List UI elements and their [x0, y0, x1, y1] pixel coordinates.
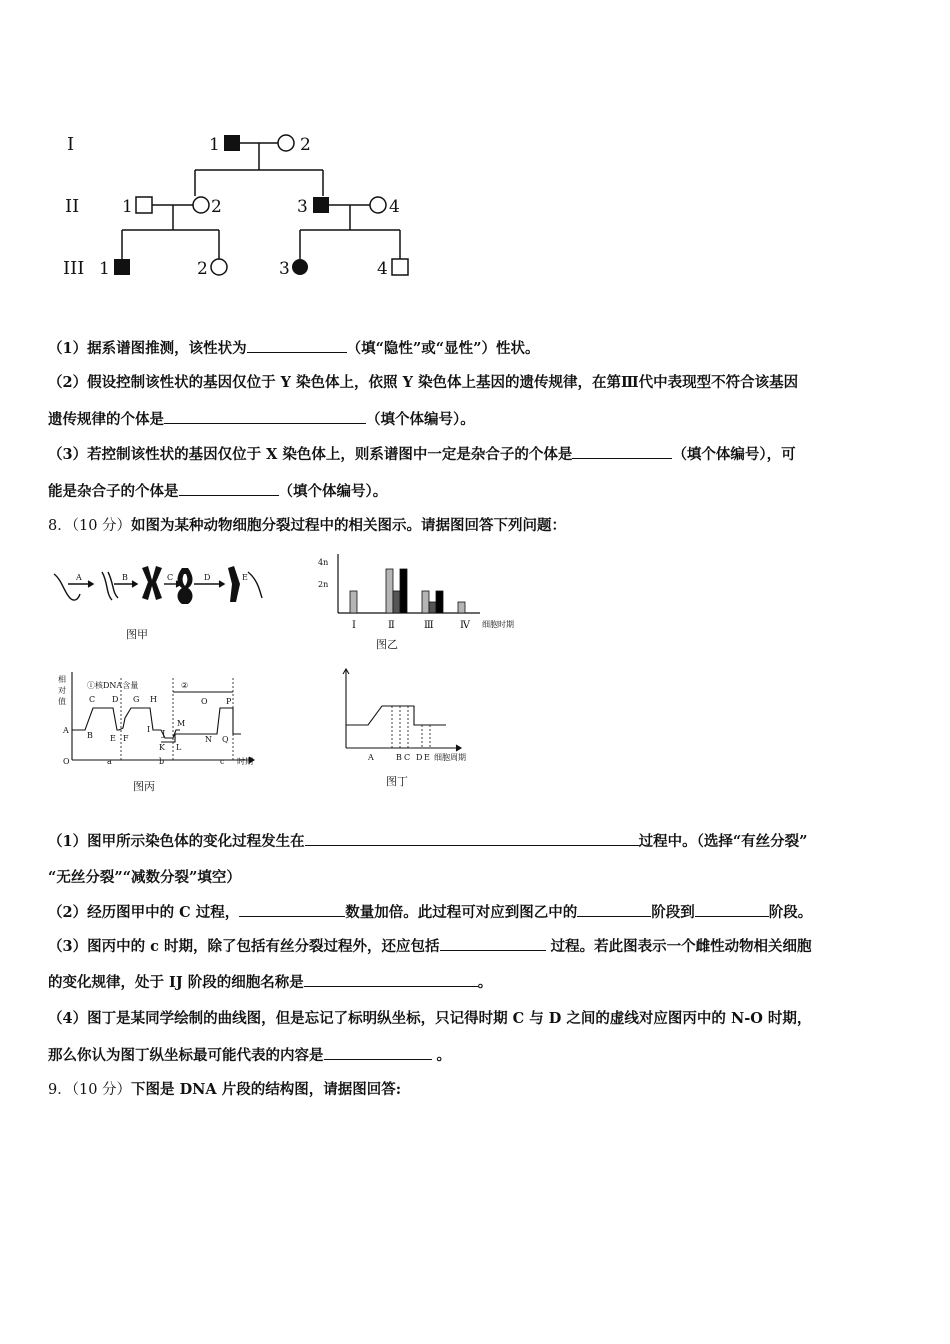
bing-pt-K: K [159, 743, 165, 752]
q8-title: 如图为某种动物细胞分裂过程中的相关图示。请据图回答下列问题： [131, 517, 567, 534]
q8-part1-line1 [48, 830, 910, 851]
q7-p2-post: （填个体编号）。 [366, 411, 475, 428]
num-III-3: 3 [279, 259, 290, 279]
jia-label-A: A [76, 573, 82, 582]
yi-ytick-2n: 2n [318, 580, 329, 589]
q7-part2-line2 [48, 408, 910, 429]
answer-blank[interactable] [440, 936, 546, 951]
gen-label-1: I [67, 134, 75, 155]
q8-p4-post: 。 [431, 1047, 452, 1064]
q7-p3-mid: （填个体编号），可 [672, 446, 796, 463]
individual-II-4 [370, 197, 386, 213]
ding-label-D: D [416, 753, 423, 762]
bing-pt-Q: Q [222, 735, 229, 744]
q8-p4-pre: 那么你认为图丁纵坐标最可能代表的内容是 [48, 1047, 324, 1064]
individual-II-2 [193, 197, 209, 213]
bing-period-a: a [107, 757, 112, 766]
answer-blank[interactable] [577, 902, 651, 917]
num-II-2: 2 [211, 197, 222, 217]
q8-header [48, 514, 910, 535]
bing-pt-N: N [205, 735, 212, 744]
bing-xlabel: 时期 [237, 757, 253, 766]
individual-III-2 [211, 259, 227, 275]
bing-origin: O [63, 757, 70, 766]
jia-label-E: E [242, 573, 248, 582]
num-III-2: 2 [197, 259, 208, 279]
q8-p1-line2: “无丝分裂”“减数分裂”填空） [48, 869, 241, 886]
individual-I-1 [224, 135, 240, 151]
bing-pt-L: L [176, 743, 182, 752]
gen-label-2: II [65, 196, 80, 217]
fig-ding-caption: 图丁 [386, 775, 408, 788]
bing-legend-2: ② [181, 681, 189, 690]
bing-ylabel-2: 对 [58, 686, 66, 695]
q8-part3-line2 [48, 971, 910, 992]
q7-part1 [48, 337, 910, 358]
fig-bing-caption: 图丙 [133, 780, 155, 793]
individual-II-1 [136, 197, 152, 213]
bing-pt-D: D [112, 695, 119, 704]
figure-jia [48, 562, 278, 652]
yi-category-label: Ⅱ [388, 620, 395, 631]
yi-bar-2-black [400, 569, 407, 613]
yi-bar-2-dark [393, 591, 400, 613]
yi-category-label: Ⅲ [424, 620, 434, 631]
bing-ylabel-3: 值 [58, 697, 66, 706]
fig-yi-caption: 图乙 [376, 638, 398, 651]
num-I-1: 1 [209, 135, 220, 155]
q8-number: 8．（10 分） [48, 518, 132, 534]
bing-ylabel-1: 相 [58, 675, 66, 684]
q9-header [48, 1078, 910, 1099]
q9-number: 9．（10 分） [48, 1082, 132, 1098]
q8-p1-post: 过程中。（选择“有丝分裂” [638, 833, 808, 850]
q8-p1-pre: （1）图甲所示染色体的变化过程发生在 [48, 833, 305, 850]
answer-blank[interactable] [304, 972, 478, 987]
q7-p3-post: （填个体编号）。 [278, 483, 388, 500]
individual-III-1 [114, 259, 130, 275]
bing-pt-M: M [177, 719, 186, 728]
q8-part2 [48, 901, 910, 922]
ding-label-C: C [404, 753, 411, 762]
q7-p3-pre: （3）若控制该性状的基因仅位于 X 染色体上，则系谱图中一定是杂合子的个体是 [48, 446, 573, 463]
jia-label-C: C [167, 573, 174, 582]
q8-p3-pre2: 的变化规律，处于 IJ 阶段的细胞名称是 [48, 974, 304, 991]
q7-p3-pre2: 能是杂合子的个体是 [48, 483, 179, 500]
q7-p1-pre: （1）据系谱图推测，该性状为 [48, 340, 247, 357]
yi-bar-4-light [458, 602, 465, 613]
figure-yi [308, 550, 538, 655]
ding-label-B: B [396, 753, 402, 762]
bing-pt-C: C [89, 695, 96, 704]
bing-legend-1: ①核DNA含量 [87, 681, 139, 690]
ding-label-E: E [424, 753, 430, 762]
yi-bar-2-light [386, 569, 393, 613]
q7-part3-line2 [48, 480, 910, 501]
bing-period-b: b [159, 757, 165, 766]
bing-pt-F: F [123, 734, 129, 743]
answer-blank[interactable] [695, 902, 769, 917]
q8-p4-line1: （4）图丁是某同学绘制的曲线图，但是忘记了标明纵坐标，只记得时期 C 与 D 之间的虚线对应图丙中的 N-O 时期， [48, 1010, 812, 1027]
q8-part4-line2 [48, 1044, 910, 1065]
q7-p2-line1: （2）假设控制该性状的基因仅位于 Y 染色体上，依照 Y 染色体上基因的遗传规律，在第Ⅲ代中表现型不符合该基因 [48, 374, 799, 391]
q8-p3-mid: 过程。若此图表示一个雌性动物相关细胞 [545, 938, 812, 955]
answer-blank[interactable] [305, 831, 639, 846]
q8-p3-pre: （3）图丙中的 c 时期，除了包括有丝分裂过程外，还应包括 [48, 938, 440, 955]
yi-category-label: Ⅳ [460, 620, 470, 631]
bing-pt-E: E [110, 734, 116, 743]
yi-category-label: Ⅰ [352, 620, 356, 631]
bing-pt-P: P [226, 697, 232, 706]
ding-curve [346, 706, 446, 725]
ding-xlabel: 细胞周期 [434, 753, 466, 762]
num-III-1: 1 [99, 259, 110, 279]
figure-bing [55, 668, 275, 796]
q8-p2-mid1: 数量加倍。此过程可对应到图乙中的 [345, 904, 578, 921]
jia-label-D: D [204, 573, 211, 582]
q8-part1-line2 [48, 866, 910, 887]
q7-p1-post: （填“隐性”或“显性”）性状。 [346, 340, 540, 357]
yi-ytick-4n: 4n [318, 558, 329, 567]
figure-ding [342, 668, 492, 793]
answer-blank[interactable] [324, 1045, 432, 1060]
bing-pt-G: G [133, 695, 140, 704]
yi-bars [350, 569, 465, 613]
answer-blank[interactable] [179, 481, 279, 496]
bing-period-c: c [220, 757, 225, 766]
jia-label-B: B [122, 573, 128, 582]
q9-title: 下图是 DNA 片段的结构图，请据图回答: [131, 1081, 402, 1098]
yi-categories [352, 620, 471, 631]
individual-I-2 [278, 135, 294, 151]
num-II-1: 1 [122, 197, 133, 217]
q8-part4-line1 [48, 1007, 910, 1028]
fig-jia-caption: 图甲 [126, 628, 148, 641]
num-II-3: 3 [297, 197, 308, 217]
q8-p3-post: 。 [477, 974, 493, 991]
answer-blank[interactable] [164, 409, 366, 424]
q7-p2-pre: 遗传规律的个体是 [48, 411, 164, 428]
individual-III-4 [392, 259, 408, 275]
num-I-2: 2 [300, 135, 311, 155]
individual-II-3 [313, 197, 329, 213]
q8-p2-post: 阶段。 [768, 904, 813, 921]
yi-bar-3-black [436, 591, 443, 613]
num-II-4: 4 [389, 197, 400, 217]
bing-pt-B: B [87, 731, 93, 740]
yi-bar-1-light [350, 591, 357, 613]
gen-label-3: III [63, 258, 85, 279]
q8-p2-mid2: 阶段到 [651, 904, 695, 921]
individual-III-3 [292, 259, 308, 275]
bing-pt-A: A [63, 726, 69, 735]
answer-blank[interactable] [572, 444, 672, 459]
bing-pt-I: I [147, 725, 151, 734]
bing-pt-J: J [162, 729, 166, 738]
answer-blank[interactable] [239, 902, 345, 917]
answer-blank[interactable] [247, 338, 347, 353]
yi-bar-3-dark [429, 602, 436, 613]
pedigree-chart [55, 118, 435, 288]
yi-bar-3-light [422, 591, 429, 613]
q8-part3-line1 [48, 935, 910, 956]
num-III-4: 4 [377, 259, 388, 279]
bing-pt-O: O [201, 697, 208, 706]
bing-pt-H: H [150, 695, 157, 704]
ding-label-A: A [368, 753, 374, 762]
q7-part3-line1 [48, 443, 910, 464]
q8-p2-pre: （2）经历图甲中的 C 过程， [48, 904, 240, 921]
q7-part2-line1 [48, 371, 910, 392]
yi-xlabel: 细胞时期 [482, 620, 514, 629]
